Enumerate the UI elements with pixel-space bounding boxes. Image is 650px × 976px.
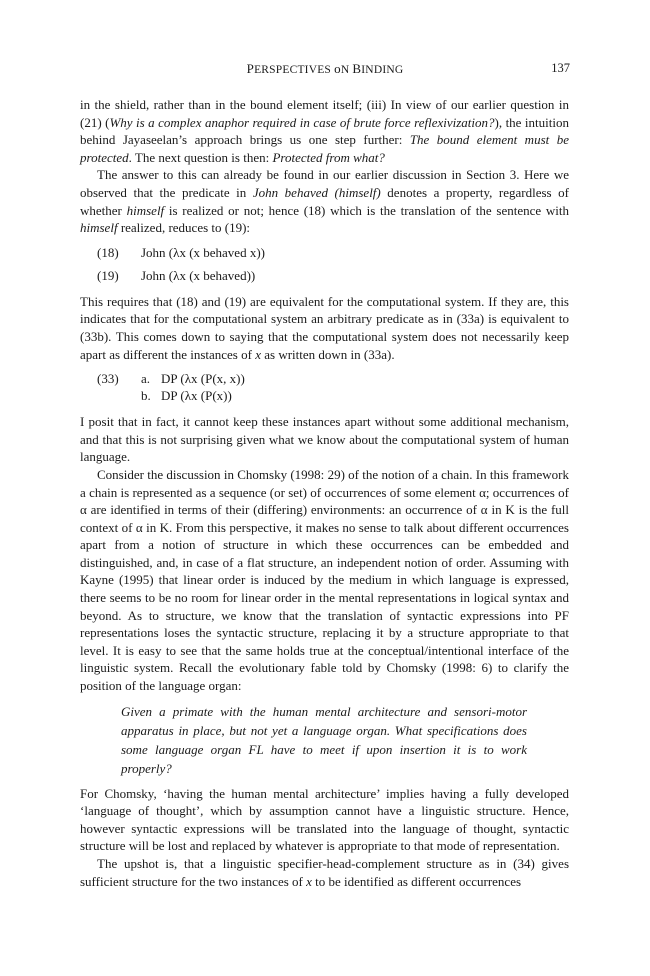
example-number: (19) [97,267,119,283]
paragraph-2: The answer to this can already be found in our earlier discussion in Section 3. Here we observed that the predicate in John behaved (himself) denotes a property, regardless of whether himself is realized or not; hence (18) which is the translation of the sentence with himself realized, reduces to (19): [80,167,569,236]
example-number: (18) [97,244,119,260]
example-sublabel: a. [141,371,151,387]
example-text: DP (λx (P(x, x)) [161,371,245,387]
example-19 [80,267,569,284]
paragraph-7: The upshot is, that a linguistic specifier-head-complement structure as in (34) gives sufficient structure for the two instances of x to be identified as different occurrences [80,856,569,889]
example-list-18-19 [80,244,569,284]
example-text: John (λx (x behaved x)) [141,244,265,260]
paragraph-1: in the shield, rather than in the bound element itself; (iii) In view of our earlier question in (21) (Why is a complex anaphor required in case of brute force reflexivization?), the intuition behind Jayaseelan’s approach brings us one step further: The bound element must be protected. The next question is then: Protected from what? [80,97,569,165]
example-number: (33) [97,371,119,387]
paragraph-6: For Chomsky, ‘having the human mental architecture’ implies having a fully developed ‘language of thought’, which by assumption cannot have a linguistic structure. Hence, however syntactic expressions will be translated into the language of thought, syntactic structure will be lost and replaced by whatever is appropriate to that mode of representation. [80,785,569,854]
example-list-33 [80,370,569,404]
example-33b [80,387,569,404]
example-sublabel: b. [141,388,151,404]
example-33a [80,370,569,387]
body-text [80,96,569,890]
page-header [80,61,570,77]
page-number: 137 [551,61,570,75]
example-text: DP (λx (P(x)) [161,388,232,404]
running-head: PERSPECTIVES oN BINDING [246,61,404,76]
paragraph-3: This requires that (18) and (19) are equivalent for the computational system. If they are, this indicates that for the computational system an arbitrary predicate as in (33a) is equivalent to (33b). This comes down to saying that the computational system does not necessarily keep apart as different the instances of x as written down in (33a). [80,293,569,362]
example-text: John (λx (x behaved)) [141,267,256,283]
example-18 [80,244,569,261]
paragraph-5: Consider the discussion in Chomsky (1998: 29) of the notion of a chain. In this framework a chain is represented as a sequence (or set) of occurrences of some element α; occurrences of α are identified in terms of their (differing) environments: an occurrence of α in K is the full context of α in K. From this perspective, it makes no sense to talk about different occurrences apart from a notion of structure in which these occurrences can be embedded and distinguished, and, in case of a flat structure, an independent notion of order. Assuming with Kayne (1995) that linear order is induced by the medium in which language is expressed, there seems to be no room for linear order in the mental representations in logical syntax and beyond. As to structure, we know that the translation of syntactic expressions into PF representations loses the syntactic structure, replacing it by a structure appropriate to that level. It is easy to see that the same holds true at the conceptual/intentional interface of the linguistic system. Recall the evolutionary fable told by Chomsky (1998: 6) to clarify the position of the language organ: [80,466,569,694]
block-quote: Given a primate with the human mental architecture and sensori-motor apparatus in place, but not yet a language organ. What specifications does some language organ FL have to meet if upon insertion it is to work properly? [121,703,527,776]
paragraph-4: I posit that in fact, it cannot keep these instances apart without some additional mechanism, and that this is not surprising given what we know about the computational system of human language. [80,414,569,465]
